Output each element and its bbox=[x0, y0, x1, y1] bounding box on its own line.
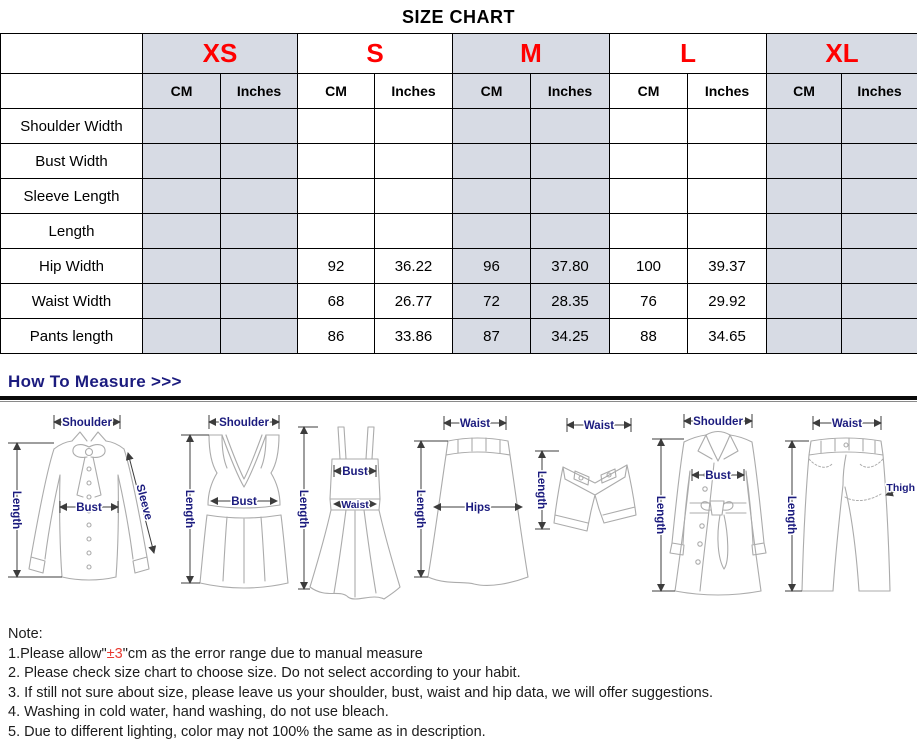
unit-header: Inches bbox=[375, 74, 453, 109]
value-cell bbox=[221, 144, 298, 179]
pants-outline bbox=[802, 438, 890, 591]
value-cell bbox=[453, 144, 531, 179]
value-cell bbox=[221, 214, 298, 249]
value-cell bbox=[375, 179, 453, 214]
unit-header-row bbox=[1, 74, 917, 109]
note-accent: ±3 bbox=[106, 645, 123, 662]
value-cell: 39.37 bbox=[688, 249, 767, 284]
unit-header: CM bbox=[610, 74, 688, 109]
value-cell: 72 bbox=[453, 284, 531, 319]
bust-label: Bust bbox=[231, 496, 257, 508]
figure-cami-dress bbox=[296, 411, 412, 609]
waist-label: Waist bbox=[831, 418, 863, 430]
bust-label: Bust bbox=[341, 466, 368, 478]
figure-shorts bbox=[531, 411, 639, 609]
value-cell bbox=[531, 214, 610, 249]
value-cell bbox=[143, 214, 221, 249]
value-cell: 33.86 bbox=[375, 319, 453, 354]
size-header-m: M bbox=[453, 34, 610, 74]
unit-header: CM bbox=[298, 74, 375, 109]
value-cell bbox=[842, 284, 917, 319]
value-cell bbox=[688, 144, 767, 179]
row-label-pants-length: Pants length bbox=[1, 319, 143, 354]
notes bbox=[0, 625, 917, 742]
shoulder-label: Shoulder bbox=[218, 417, 269, 429]
note-line: 3. If still not sure about size, please leave us your shoulder, bust, waist and hip data, we will offer suggestions. bbox=[8, 684, 713, 701]
length-label: Length bbox=[414, 489, 427, 529]
value-cell bbox=[221, 109, 298, 144]
value-cell bbox=[298, 179, 375, 214]
figure-trench-coat bbox=[640, 411, 782, 609]
length-label: Length bbox=[182, 489, 195, 529]
waist-label: Waist bbox=[340, 499, 369, 511]
row-label-shoulder-width: Shoulder Width bbox=[1, 109, 143, 144]
value-cell: 36.22 bbox=[375, 249, 453, 284]
table-row bbox=[1, 109, 917, 144]
value-cell bbox=[375, 109, 453, 144]
value-cell bbox=[688, 179, 767, 214]
value-cell bbox=[842, 319, 917, 354]
bust-label: Bust bbox=[705, 470, 731, 482]
figure-pants bbox=[783, 411, 913, 609]
table-row bbox=[1, 249, 917, 284]
note-text: "cm as the error range due to manual measure bbox=[122, 645, 423, 662]
shorts-outline bbox=[554, 465, 636, 531]
size-header-row bbox=[1, 34, 917, 74]
value-cell bbox=[610, 214, 688, 249]
figure-blouse bbox=[4, 411, 176, 609]
value-cell: 76 bbox=[610, 284, 688, 319]
notes-heading: Note: bbox=[8, 626, 43, 642]
value-cell: 96 bbox=[453, 249, 531, 284]
value-cell bbox=[688, 109, 767, 144]
unit-header: CM bbox=[767, 74, 842, 109]
value-cell bbox=[767, 214, 842, 249]
unit-header: Inches bbox=[842, 74, 917, 109]
size-header-s: S bbox=[298, 34, 453, 74]
thigh-label: Thigh bbox=[886, 482, 915, 494]
length-label: Length bbox=[535, 470, 548, 510]
unit-header: CM bbox=[143, 74, 221, 109]
corner-cell bbox=[1, 34, 143, 74]
waist-label: Waist bbox=[460, 418, 491, 430]
row-label-hip-width: Hip Width bbox=[1, 249, 143, 284]
table-row bbox=[1, 319, 917, 354]
bust-label: Bust bbox=[76, 502, 102, 514]
unit-header: CM bbox=[453, 74, 531, 109]
value-cell: 68 bbox=[298, 284, 375, 319]
value-cell bbox=[375, 214, 453, 249]
note-line: 2. Please check size chart to choose size. Do not select according to your habit. bbox=[8, 665, 521, 681]
unit-header: Inches bbox=[531, 74, 610, 109]
value-cell bbox=[610, 179, 688, 214]
value-cell bbox=[298, 214, 375, 249]
page-title: SIZE CHART bbox=[402, 7, 515, 27]
value-cell bbox=[453, 214, 531, 249]
value-cell: 28.35 bbox=[531, 284, 610, 319]
figure-tank-top bbox=[177, 411, 295, 609]
value-cell bbox=[143, 284, 221, 319]
value-cell bbox=[453, 109, 531, 144]
value-cell bbox=[221, 284, 298, 319]
value-cell bbox=[221, 249, 298, 284]
value-cell: 100 bbox=[610, 249, 688, 284]
value-cell bbox=[767, 109, 842, 144]
row-label-length: Length bbox=[1, 214, 143, 249]
sleeve-label: Sleeve bbox=[133, 483, 155, 522]
value-cell bbox=[688, 214, 767, 249]
shoulder-label: Shoulder bbox=[62, 417, 112, 429]
value-cell bbox=[143, 144, 221, 179]
table-row bbox=[1, 144, 917, 179]
value-cell: 29.92 bbox=[688, 284, 767, 319]
value-cell bbox=[842, 144, 917, 179]
value-cell bbox=[610, 109, 688, 144]
note-line: 4. Washing in cold water, hand washing, do not use bleach. bbox=[8, 704, 389, 720]
value-cell bbox=[767, 319, 842, 354]
value-cell bbox=[842, 249, 917, 284]
row-label-bust-width: Bust Width bbox=[1, 144, 143, 179]
waist-label: Waist bbox=[584, 420, 615, 432]
value-cell bbox=[842, 109, 917, 144]
table-row bbox=[1, 214, 917, 249]
note-line bbox=[8, 645, 917, 665]
value-cell bbox=[531, 109, 610, 144]
value-cell bbox=[143, 179, 221, 214]
trench-coat-outline bbox=[670, 432, 766, 596]
value-cell bbox=[531, 179, 610, 214]
value-cell bbox=[143, 249, 221, 284]
row-label-waist-width: Waist Width bbox=[1, 284, 143, 319]
corner-cell bbox=[1, 74, 143, 109]
size-header-l: L bbox=[610, 34, 767, 74]
hips-label: Hips bbox=[466, 502, 491, 514]
cami-dress-outline bbox=[310, 427, 400, 599]
value-cell bbox=[298, 109, 375, 144]
value-cell bbox=[453, 179, 531, 214]
value-cell: 92 bbox=[298, 249, 375, 284]
value-cell bbox=[221, 179, 298, 214]
tank-top-outline bbox=[200, 435, 288, 588]
value-cell: 86 bbox=[298, 319, 375, 354]
size-header-xl: XL bbox=[767, 34, 917, 74]
table-row bbox=[1, 179, 917, 214]
note-text: 1.Please allow" bbox=[8, 645, 107, 662]
value-cell bbox=[610, 144, 688, 179]
size-header-xs: XS bbox=[143, 34, 298, 74]
value-cell: 88 bbox=[610, 319, 688, 354]
length-label: Length bbox=[654, 495, 667, 535]
value-cell: 34.65 bbox=[688, 319, 767, 354]
table-row bbox=[1, 284, 917, 319]
value-cell bbox=[767, 179, 842, 214]
value-cell bbox=[531, 144, 610, 179]
shoulder-label: Shoulder bbox=[693, 416, 744, 428]
value-cell bbox=[842, 214, 917, 249]
value-cell bbox=[221, 319, 298, 354]
length-label: Length bbox=[784, 495, 797, 535]
value-cell bbox=[767, 284, 842, 319]
note-line: 5. Due to different lighting, color may not 100% the same as in description. bbox=[8, 723, 486, 740]
value-cell: 87 bbox=[453, 319, 531, 354]
value-cell bbox=[143, 319, 221, 354]
value-cell bbox=[298, 144, 375, 179]
value-cell: 37.80 bbox=[531, 249, 610, 284]
value-cell bbox=[143, 109, 221, 144]
figure-skirt bbox=[412, 411, 530, 609]
unit-header: Inches bbox=[221, 74, 298, 109]
row-label-sleeve-length: Sleeve Length bbox=[1, 179, 143, 214]
value-cell: 34.25 bbox=[531, 319, 610, 354]
measure-diagrams bbox=[0, 402, 917, 613]
value-cell bbox=[767, 144, 842, 179]
length-label: Length bbox=[296, 489, 309, 529]
value-cell: 26.77 bbox=[375, 284, 453, 319]
unit-header: Inches bbox=[688, 74, 767, 109]
value-cell bbox=[375, 144, 453, 179]
length-label: Length bbox=[10, 490, 22, 530]
value-cell bbox=[767, 249, 842, 284]
value-cell bbox=[842, 179, 917, 214]
measure-section-heading: How To Measure >>> bbox=[8, 372, 182, 391]
size-chart-table bbox=[0, 33, 917, 354]
